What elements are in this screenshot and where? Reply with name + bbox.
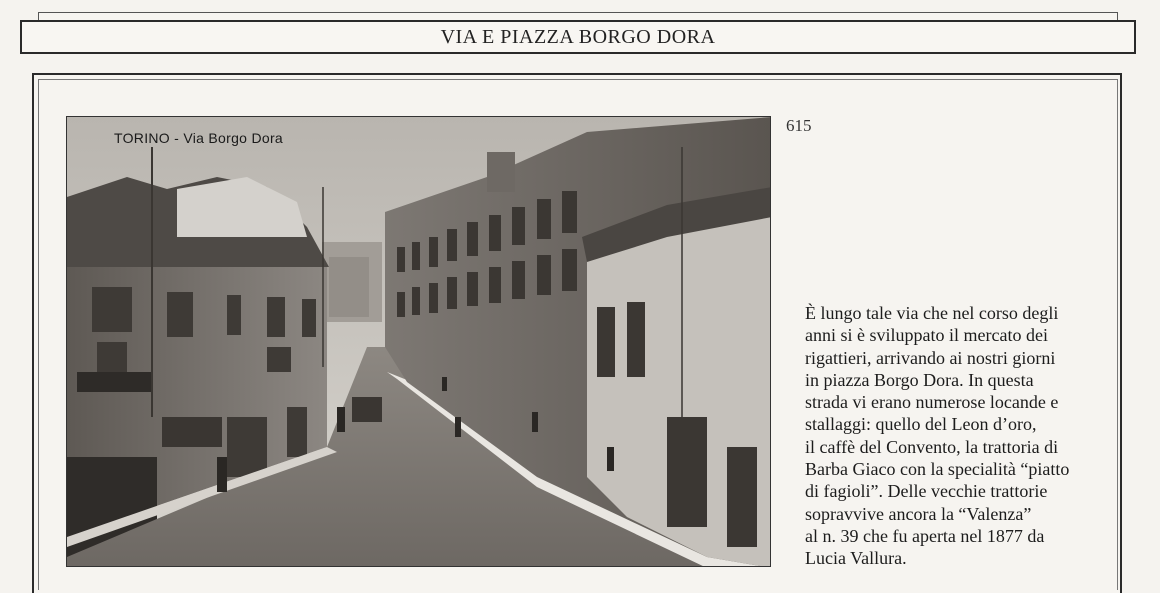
text-line: il caffè del Convento, la trattoria di bbox=[805, 436, 1059, 457]
text-line: sopravvive ancora la “Valenza” bbox=[805, 503, 1032, 524]
text-line: di fagioli”. Delle vecchie trattorie bbox=[805, 481, 1048, 502]
page-title: VIA E PIAZZA BORGO DORA bbox=[440, 25, 716, 48]
text-line: stallaggi: quello del Leon d’oro, bbox=[805, 414, 1037, 435]
street-photo-illustration bbox=[67, 117, 771, 567]
photo-caption: TORINO - Via Borgo Dora bbox=[114, 130, 283, 146]
text-line: al n. 39 che fu aperta nel 1877 da bbox=[805, 525, 1045, 546]
text-line: in piazza Borgo Dora. In questa bbox=[805, 369, 1034, 390]
title-bar bbox=[20, 20, 1136, 54]
text-line: Barba Giaco con la specialità “piatto bbox=[805, 459, 1070, 480]
text-line: È lungo tale via che nel corso degli bbox=[805, 303, 1059, 323]
page-number: 615 bbox=[786, 116, 812, 135]
text-line: rigattieri, arrivando ai nostri giorni bbox=[805, 347, 1056, 368]
text-line: anni si è sviluppato il mercato dei bbox=[805, 325, 1048, 346]
body-text bbox=[805, 302, 1105, 570]
historic-photo bbox=[66, 116, 771, 567]
text-line: Lucia Vallura. bbox=[805, 548, 907, 569]
text-line: strada vi erano numerose locande e bbox=[805, 392, 1059, 413]
